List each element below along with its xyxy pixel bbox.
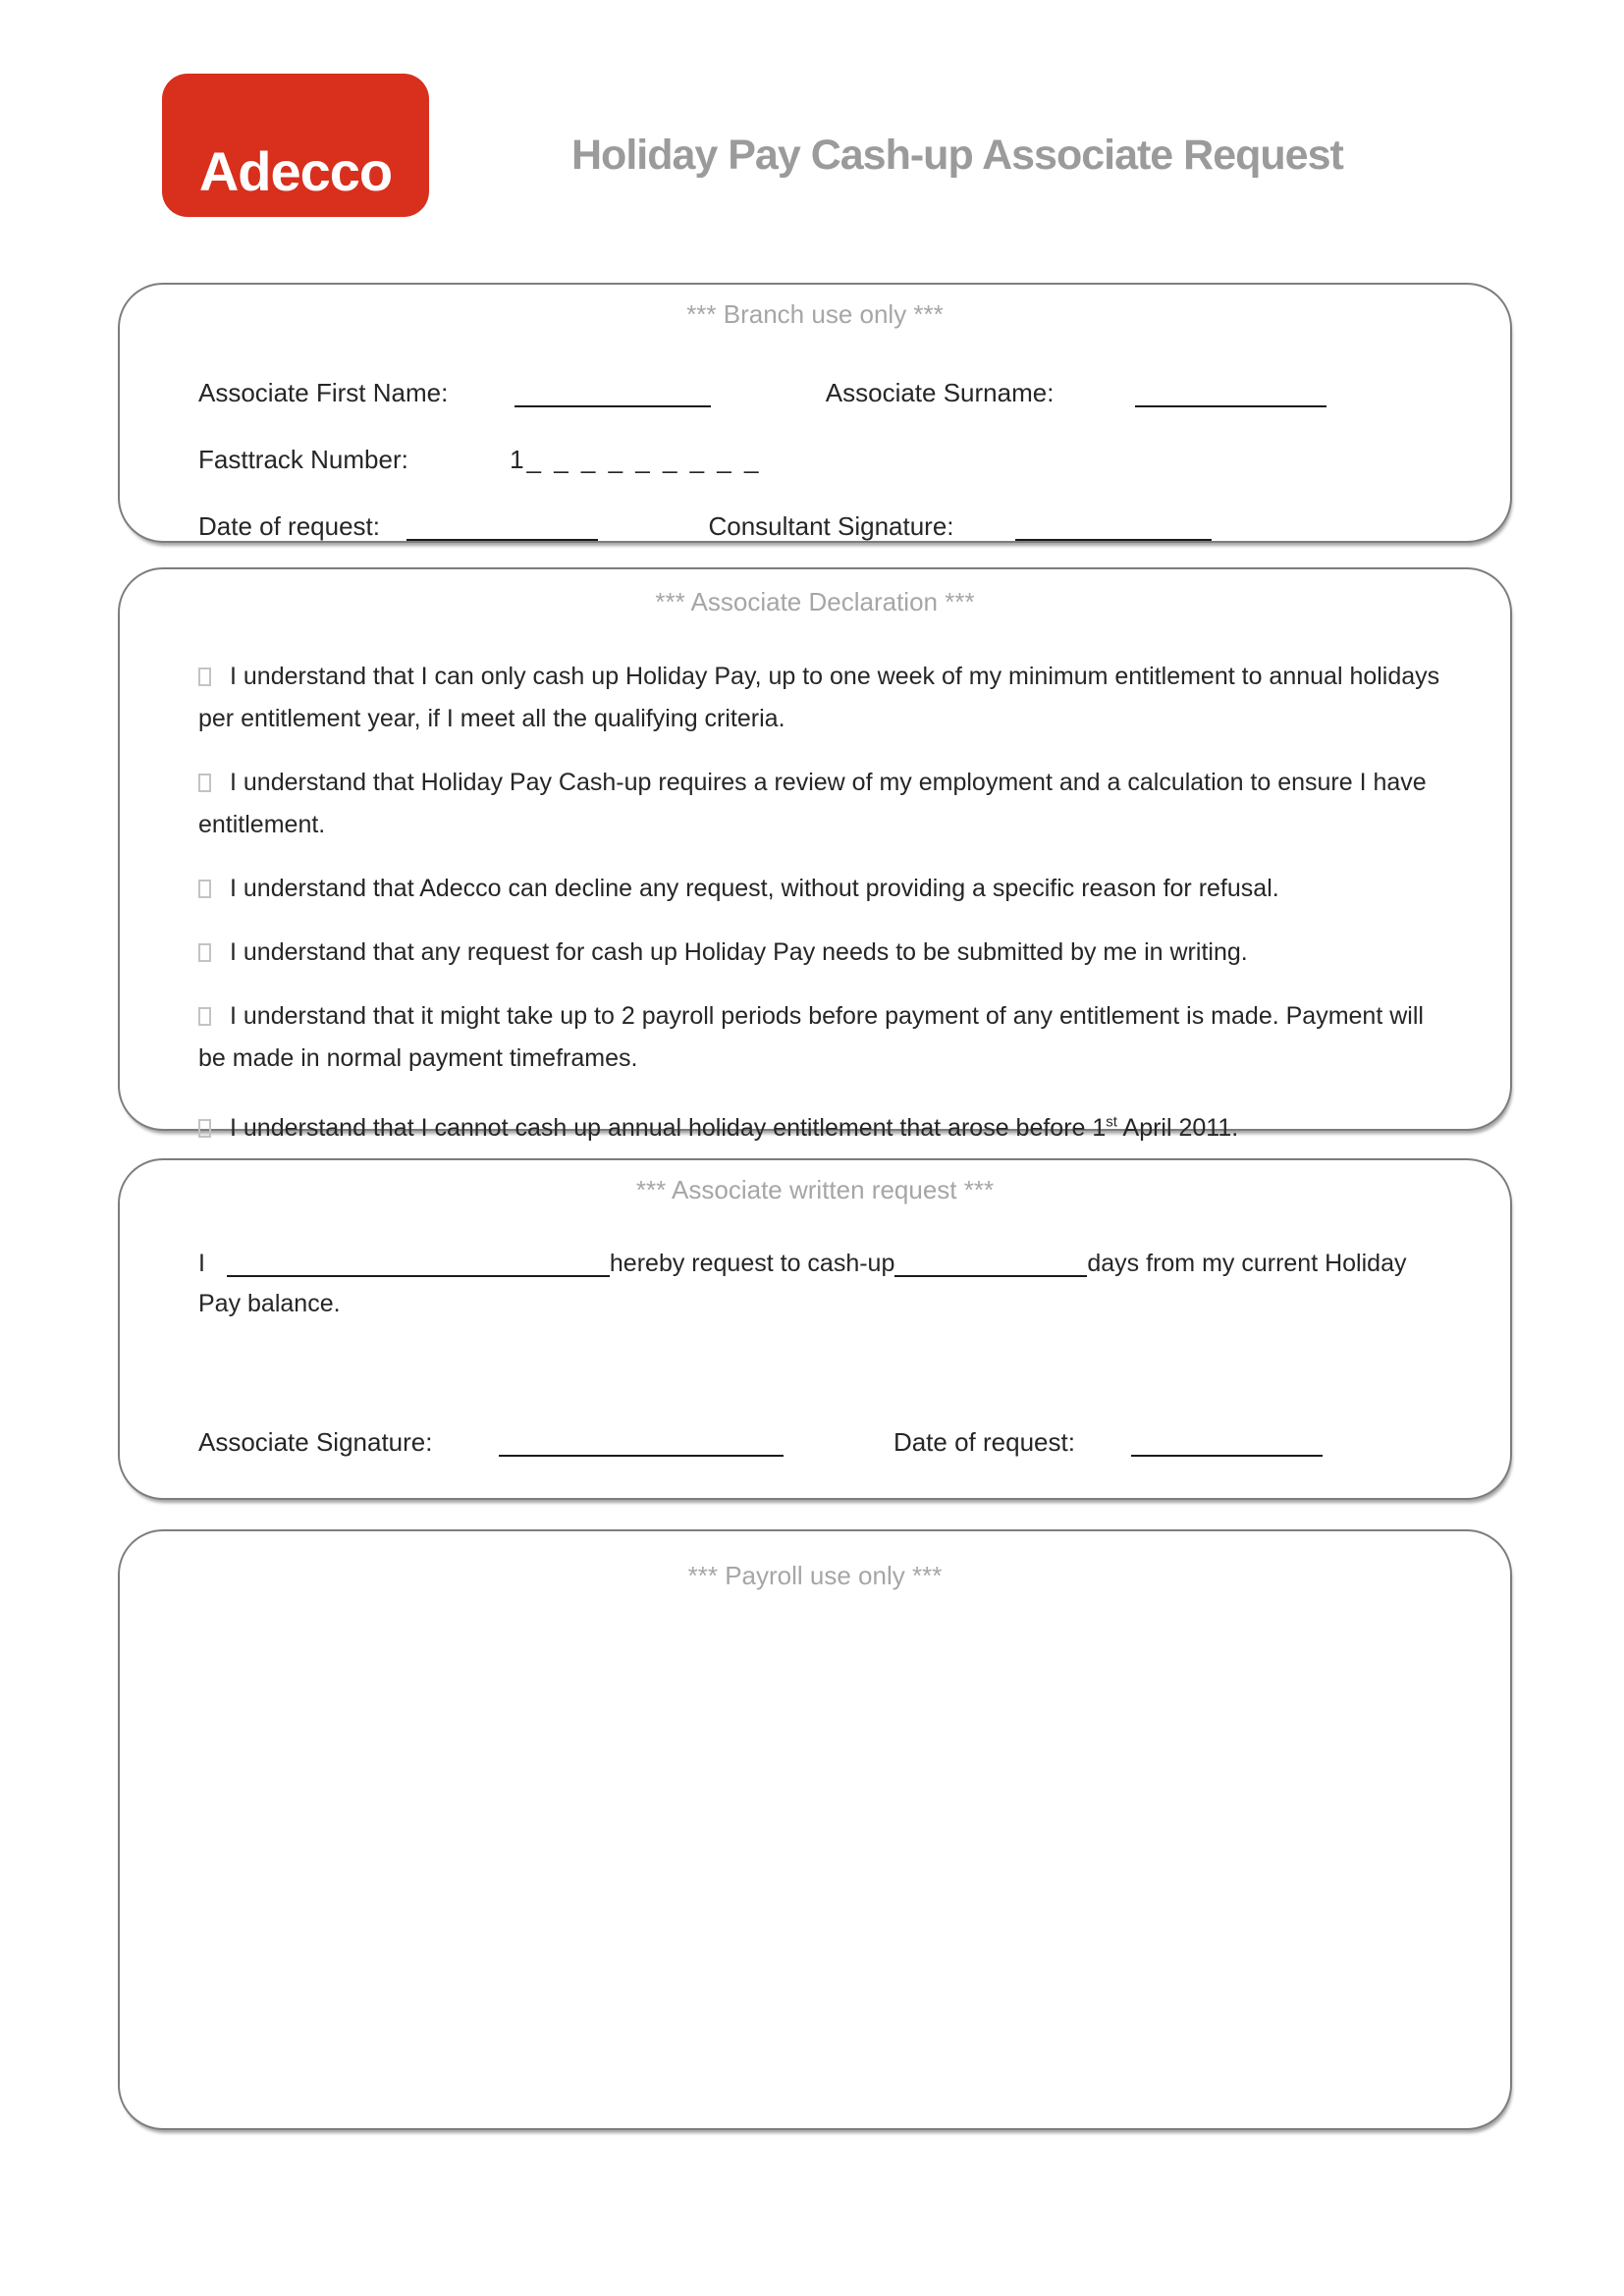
associate-surname-label: Associate Surname: — [825, 378, 1055, 407]
branch-section-header: *** Branch use only *** — [686, 299, 944, 329]
cashup-days-field[interactable] — [894, 1246, 1087, 1277]
checkbox-icon[interactable] — [198, 1007, 211, 1026]
request-text-balance: Pay balance. — [198, 1290, 341, 1317]
associate-declaration-section — [118, 567, 1512, 1143]
date-of-request-label: Date of request: — [198, 511, 380, 541]
associate-signature-label: Associate Signature: — [198, 1427, 433, 1457]
date-of-request-field[interactable] — [406, 509, 598, 541]
associate-first-name-field[interactable] — [514, 376, 711, 407]
fasttrack-number-label: Fasttrack Number: — [198, 445, 408, 474]
branch-use-only-section — [118, 283, 1512, 543]
adecco-logo-text: Adecco — [198, 140, 393, 202]
requester-name-field[interactable] — [227, 1246, 610, 1277]
request-date-label: Date of request: — [893, 1427, 1075, 1457]
checkbox-icon[interactable] — [198, 667, 211, 686]
adecco-logo — [162, 74, 429, 217]
declaration-item-text: I understand that Holiday Pay Cash-up requires a review of my employment and a calculation to ensure I have entitlement. — [198, 769, 1427, 838]
payroll-section-header: *** Payroll use only *** — [687, 1561, 943, 1590]
declaration-item — [120, 868, 1510, 910]
associate-first-name-label: Associate First Name: — [198, 378, 449, 407]
associate-written-request-section — [118, 1158, 1512, 1500]
declaration-item — [120, 932, 1510, 974]
checkbox-icon[interactable] — [198, 774, 211, 792]
ordinal-superscript: st — [1106, 1114, 1117, 1131]
request-date-field[interactable] — [1131, 1425, 1323, 1457]
declaration-item-text: I understand that I cannot cash up annual holiday entitlement that arose before 1st April 2011. — [230, 1114, 1239, 1143]
fasttrack-number-field[interactable]: 1_ _ _ _ _ _ _ _ _ — [510, 445, 762, 474]
consultant-signature-label: Consultant Signature: — [708, 511, 954, 541]
request-signature-row — [120, 1422, 1510, 1462]
declaration-section-header: *** Associate Declaration *** — [655, 587, 975, 616]
payroll-use-only-section — [118, 1529, 1512, 2130]
declaration-item — [120, 656, 1510, 740]
request-section-header: *** Associate written request *** — [635, 1175, 995, 1204]
request-text-hereby: hereby request to cash-up — [609, 1250, 895, 1277]
branch-date-row — [120, 507, 1510, 546]
declaration-item-text: I understand that any request for cash up Holiday Pay needs to be submitted by me in writing. — [230, 938, 1248, 966]
checkbox-icon[interactable] — [198, 943, 211, 962]
declaration-item — [120, 1101, 1510, 1149]
declaration-item-text: I understand that Adecco can decline any request, without providing a specific reason for refusal. — [230, 875, 1279, 902]
associate-surname-field[interactable] — [1135, 376, 1326, 407]
declaration-item-text: I understand that it might take up to 2 payroll periods before payment of any entitlement is made. Payment will be made in normal payment timeframes. — [198, 1002, 1424, 1072]
request-text-days: days from my current Holiday — [1087, 1250, 1407, 1277]
page-title: Holiday Pay Cash-up Associate Request — [571, 132, 1343, 179]
fasttrack-row — [120, 440, 1510, 479]
associate-signature-field[interactable] — [499, 1425, 784, 1457]
consultant-signature-field[interactable] — [1015, 509, 1212, 541]
checkbox-icon[interactable] — [198, 1119, 211, 1138]
declaration-item-text: I understand that I can only cash up Holiday Pay, up to one week of my minimum entitlement to annual holidays per entitlement year, if I meet all the qualifying criteria. — [198, 663, 1440, 732]
declaration-item — [120, 762, 1510, 846]
checkbox-icon[interactable] — [198, 880, 211, 898]
request-paragraph — [120, 1244, 1510, 1324]
declaration-item — [120, 995, 1510, 1080]
branch-name-row — [120, 373, 1510, 412]
request-text-i: I — [198, 1250, 205, 1277]
